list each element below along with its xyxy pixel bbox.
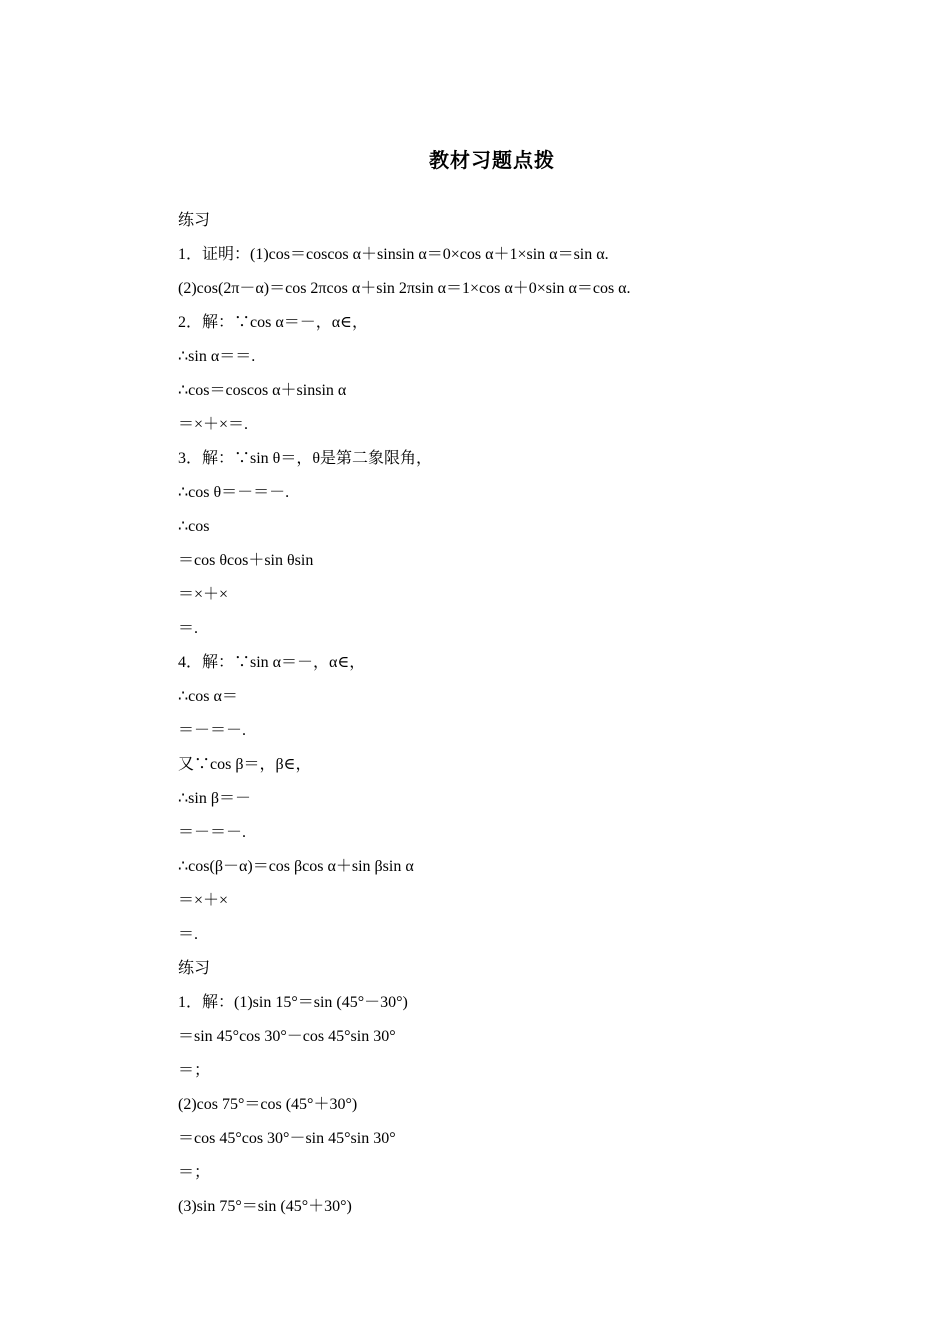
text-line: ＝×＋×＝. [178, 416, 249, 433]
text-line: 1．解：(1)sin 15°＝sin (45°－30°) [178, 994, 408, 1011]
text-line: ＝cos θcos＋sin θsin [178, 552, 314, 569]
text-line: 1．证明：(1)cos＝coscos α＋sinsin α＝0×cos α＋1×sin α＝sin α. [178, 246, 609, 263]
text-line: ＝； [178, 1164, 211, 1181]
text-line: 又∵cos β＝，β∈， [178, 756, 312, 773]
text-line: ∴cos(β－α)＝cos βcos α＋sin βsin α [178, 858, 414, 875]
text-line: ＝； [178, 1062, 211, 1079]
section-heading: 练习 [178, 212, 211, 229]
text-line: ＝. [178, 926, 199, 943]
text-line: ∴sin α＝＝. [178, 348, 256, 365]
text-line: 3．解：∵sin θ＝，θ是第二象限角， [178, 450, 433, 467]
text-line: (2)cos 75°＝cos (45°＋30°) [178, 1096, 358, 1113]
text-line: ＝－＝－. [178, 722, 247, 739]
text-line: ＝×＋× [178, 892, 229, 909]
text-line: ＝. [178, 620, 199, 637]
document-title: 教材习题点拨 [429, 148, 555, 172]
document-body [178, 204, 778, 1224]
text-line: ＝×＋× [178, 586, 229, 603]
text-line: ∴cos＝coscos α＋sinsin α [178, 382, 347, 399]
text-line: (3)sin 75°＝sin (45°＋30°) [178, 1198, 352, 1215]
text-line: ∴cos α＝ [178, 688, 238, 705]
text-line: 4．解：∵sin α＝－，α∈， [178, 654, 366, 671]
text-line: ∴sin β＝－ [178, 790, 251, 807]
text-line: ∴cos θ＝－＝－. [178, 484, 290, 501]
text-line: (2)cos(2π－α)＝cos 2πcos α＋sin 2πsin α＝1×cos α＋0×sin α＝cos α. [178, 280, 631, 297]
text-line: ＝cos 45°cos 30°－sin 45°sin 30° [178, 1130, 396, 1147]
text-line: ∴cos [178, 518, 210, 535]
text-line: ＝－＝－. [178, 824, 247, 841]
text-line: 2．解：∵cos α＝－，α∈， [178, 314, 368, 331]
section-heading: 练习 [178, 960, 211, 977]
text-line: ＝sin 45°cos 30°－cos 45°sin 30° [178, 1028, 396, 1045]
